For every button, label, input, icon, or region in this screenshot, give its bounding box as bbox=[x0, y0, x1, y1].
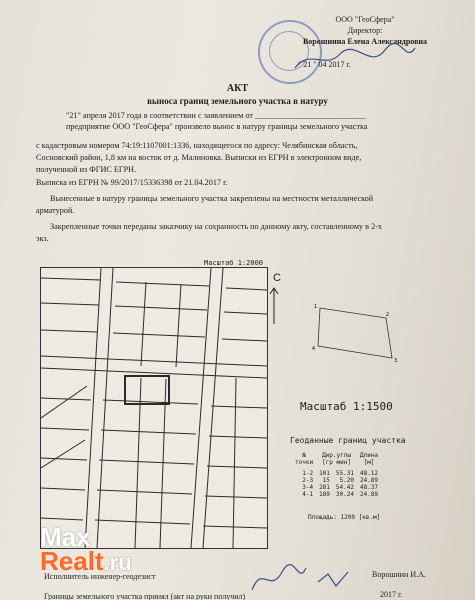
cell-pts: 4-1 bbox=[302, 491, 314, 498]
body-line-2: предприятие ООО "ГеоСфера" произвело вынос в натуру границы земельного участка bbox=[66, 122, 368, 131]
approval-org: ООО "ГеоСфера" bbox=[335, 15, 395, 24]
cell-deg: 101 bbox=[319, 470, 330, 477]
signature-director bbox=[290, 40, 420, 80]
geodata-title: Геоданные границ участка bbox=[290, 436, 406, 445]
watermark-max: Max bbox=[40, 522, 91, 552]
approval-role: Директор: bbox=[347, 26, 383, 35]
cell-len: 24.89 bbox=[359, 491, 379, 498]
cadastral-map-drawing bbox=[41, 268, 267, 548]
cell-pts: 3-4 bbox=[302, 484, 314, 491]
watermark-ru: .ru bbox=[103, 550, 132, 575]
geodata-table bbox=[292, 452, 381, 498]
point-4-label: 4 bbox=[312, 346, 316, 352]
table-row bbox=[292, 491, 381, 498]
body-line-6: Выписка из ЕГРН № 99/2017/15336398 от 21.04.2017 г. bbox=[36, 178, 228, 187]
geodata-header-row-2 bbox=[292, 459, 381, 466]
cell-min: 5.20 bbox=[339, 477, 354, 484]
north-label: С bbox=[273, 272, 281, 284]
watermark-realty: Realt bbox=[40, 546, 104, 576]
col-dir2: [гр мин] bbox=[322, 459, 351, 466]
cell-min: 30.24 bbox=[335, 491, 354, 498]
body-line-3: с кадастровым номером 74:19:1107001:1336, находящегося по адресу: Челябинская область, bbox=[36, 141, 358, 150]
parcel-sketch bbox=[308, 296, 408, 366]
body-line-5: полученной из ФГИС ЕГРН. bbox=[36, 165, 137, 174]
geodata-header-row bbox=[292, 452, 381, 459]
point-3-label: 3 bbox=[394, 358, 398, 364]
cell-pts: 1-2 bbox=[302, 470, 314, 477]
north-arrow-icon bbox=[268, 286, 280, 326]
cell-min: 55.31 bbox=[335, 470, 354, 477]
cell-min: 54.42 bbox=[335, 484, 354, 491]
cell-deg: 15 bbox=[322, 477, 330, 484]
table-row bbox=[292, 470, 381, 477]
cell-len: 48.12 bbox=[359, 470, 379, 477]
body-para3-b: экз. bbox=[36, 234, 49, 243]
body-line-4: Сосновский район, 1,8 км на восток от д. Малиновка. Выписки из ЕГРН в электронном виде, bbox=[36, 153, 362, 162]
map-scale-large: Масштаб 1:1500 bbox=[300, 400, 393, 413]
body-line-1: "21" апреля 2017 года в соответствии с заявлением от ___________________________ bbox=[66, 111, 366, 120]
approval-name: Ворошнина Елена Александровна bbox=[302, 37, 428, 46]
received-label: Границы земельного участка принял (акт на руки получил) bbox=[44, 592, 246, 600]
executor-name: Ворошнин И.А. bbox=[372, 570, 426, 579]
signature-executor bbox=[248, 560, 358, 598]
point-1-label: 1 bbox=[314, 304, 318, 310]
col-n2: точки bbox=[295, 459, 314, 466]
cadastral-map bbox=[40, 267, 268, 549]
table-row bbox=[292, 477, 381, 484]
table-row bbox=[292, 484, 381, 491]
col-dir: Дир.углы bbox=[322, 452, 351, 459]
point-2-label: 2 bbox=[386, 312, 390, 318]
body-para2-b: арматурой. bbox=[36, 206, 75, 215]
executor-label: Исполнитель инженер-геодезист bbox=[44, 572, 156, 581]
body-para3-a: Закрепленные точки переданы заказчику на сохранность по данному акту, составленному в 2-х bbox=[50, 222, 383, 231]
col-len: Длина bbox=[359, 452, 379, 459]
act-title: АКТ bbox=[226, 83, 249, 94]
watermark-logo-2 bbox=[40, 546, 132, 577]
geodata-area: Площадь: 1200 [кв.м] bbox=[308, 514, 381, 521]
act-subtitle: выноса границ земельного участка в натуру bbox=[147, 96, 328, 106]
cell-deg: 281 bbox=[319, 484, 330, 491]
map-scale-small: Масштаб 1:2000 bbox=[204, 259, 264, 267]
cell-deg: 189 bbox=[319, 491, 330, 498]
cell-len: 24.89 bbox=[359, 477, 379, 484]
cell-len: 48.37 bbox=[359, 484, 379, 491]
cell-pts: 2-3 bbox=[302, 477, 314, 484]
geodata-table-wrap bbox=[292, 452, 381, 498]
body-para2-a: Вынесенные в натуру границы земельного участка закреплены на местности металлической bbox=[50, 194, 374, 203]
col-n: № bbox=[302, 452, 306, 459]
col-len2: [м] bbox=[363, 459, 375, 466]
approval-date: " 21 " 04 2017 г. bbox=[298, 60, 351, 69]
footer-date: 2017 г. bbox=[380, 590, 403, 599]
